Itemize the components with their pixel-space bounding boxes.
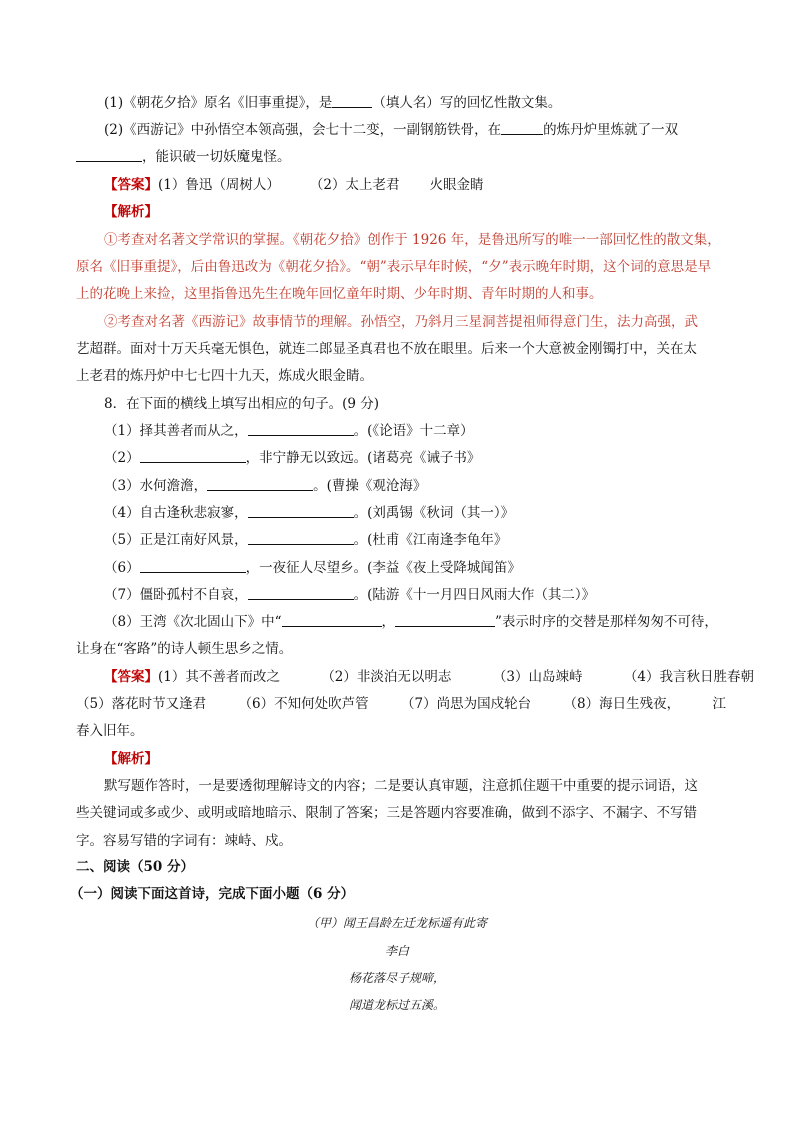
answer-blank bbox=[332, 94, 372, 108]
q8-item-text: （5）正是江南好风景， bbox=[104, 532, 248, 548]
q7-item-1-text-end: （填人名）写的回忆性散文集。 bbox=[372, 95, 562, 111]
q8-item-5 bbox=[104, 531, 754, 549]
q8-item-text: （8）王湾《次北固山下》中“ bbox=[104, 614, 282, 630]
answer-part: （3）山岛竦峙 bbox=[492, 669, 583, 685]
q8-item-1 bbox=[104, 422, 754, 440]
q8-item-source: ，一夜征人尽望乡。(李益《夜上受降城闻笛》 bbox=[245, 560, 521, 576]
q8-item-source: ，非宁静无以致远。(诸葛亮《诫子书》 bbox=[245, 450, 481, 466]
q8-item-7 bbox=[104, 586, 754, 604]
q7-item-2-text: (2)《西游记》中孙悟空本领高强，会七十二变，一副钢筋铁骨，在 bbox=[104, 122, 502, 138]
q7-item-1 bbox=[104, 94, 754, 112]
analysis-line: 上的花晚上来捡，这里指鲁迅先生在晚年回忆童年时期、少年时期、青年时期的人和事。 bbox=[76, 286, 603, 302]
q8-item-text: （6） bbox=[104, 560, 140, 576]
poem-line: 杨花落尽子规啼， bbox=[348, 971, 445, 985]
analysis-line: ②考查对名著《西游记》故事情节的理解。孙悟空，乃斜月三星洞菩提祖师得意门生，法力高强，武 bbox=[104, 314, 698, 330]
q8-item-2 bbox=[104, 449, 754, 467]
answer-part: （6）不知何处吹芦管 bbox=[238, 696, 369, 712]
q8-analysis-tag bbox=[104, 750, 754, 768]
answer-part: （2）太上老君 bbox=[309, 177, 400, 193]
q7-item-2-text-end: 的炼丹炉里炼就了一双 bbox=[543, 122, 679, 138]
q7-answer bbox=[104, 176, 754, 194]
answer-blank bbox=[395, 613, 495, 627]
answer-blank bbox=[76, 148, 142, 162]
answer-part: (1）其不善者而改之 bbox=[158, 669, 280, 685]
q8-item-8 bbox=[104, 613, 754, 631]
q8-item-6 bbox=[104, 559, 754, 577]
answer-blank bbox=[248, 531, 354, 545]
analysis-line: 默写题作答时，一是要透彻理解诗文的内容；二是要认真审题，注意抓住题干中重要的提示词语，这 bbox=[104, 778, 698, 794]
q7-item-2 bbox=[104, 121, 754, 139]
answer-part: （4）我言秋日胜春朝 bbox=[623, 669, 754, 685]
q8-item-text: （3）水何澹澹， bbox=[104, 478, 208, 494]
answer-blank bbox=[140, 559, 246, 573]
analysis-tag: 【解析】 bbox=[104, 204, 158, 220]
q8-item-text: ”表示时序的交替是那样匆匆不可待， bbox=[495, 614, 718, 630]
answer-tag: 【答案】 bbox=[104, 669, 158, 685]
q8-item-source: 。(陆游《十一月四日风雨大作（其二）》 bbox=[353, 587, 596, 603]
q7-item-2-cont bbox=[76, 148, 726, 166]
q8-answer-line-1 bbox=[104, 668, 754, 686]
analysis-line: 原名《旧事重提》，后由鲁迅改为《朝花夕拾》。“朝”表示早年时候，“夕”表示晚年时期，这个词的意思是早 bbox=[76, 259, 712, 275]
q8-item-text: （2） bbox=[104, 450, 140, 466]
answer-blank bbox=[282, 613, 382, 627]
poem-title: （甲）闻王昌龄左迁龙标遥有此寄 bbox=[306, 916, 487, 930]
answer-part: 火眼金睛 bbox=[429, 177, 484, 193]
q7-item-2-text-cont: ，能识破一切妖魔鬼怪。 bbox=[142, 149, 291, 165]
q8-item-text: （1）择其善者而从之， bbox=[104, 423, 248, 439]
answer-blank bbox=[248, 504, 354, 518]
answer-part: 江 bbox=[712, 696, 726, 712]
poem-line: 闻道龙标过五溪。 bbox=[348, 998, 445, 1012]
question-8-title: 8．在下面的横线上填写出相应的句子。(9 分) bbox=[104, 396, 380, 412]
q7-item-1-text: (1)《朝花夕拾》原名《旧事重提》，是 bbox=[104, 95, 333, 111]
answer-blank bbox=[501, 121, 543, 135]
q8-item-3 bbox=[104, 477, 754, 495]
q8-answer-line-2 bbox=[76, 695, 726, 713]
answer-part: （2）非淡泊无以明志 bbox=[321, 669, 452, 685]
answer-part: (1）鲁迅（周树人） bbox=[158, 177, 280, 193]
analysis-line: 些关键词或多或少、或明或暗地暗示、限制了答案；三是答题内容要准确，做到不添字、不漏字、不写错 bbox=[76, 805, 697, 821]
q8-item-source: 。(杜甫《江南逢李龟年》 bbox=[353, 532, 508, 548]
q8-item-8-cont: 让身在“客路”的诗人顿生思乡之情。 bbox=[76, 641, 293, 657]
q8-answer-line-3: 春入旧年。 bbox=[76, 723, 144, 739]
answer-part: （5）落花时节又逢君 bbox=[76, 696, 207, 712]
analysis-line: 字。容易写错的字词有：竦峙、戍。 bbox=[76, 833, 292, 849]
answer-tag: 【答案】 bbox=[104, 177, 158, 193]
subsection-heading: （一）阅读下面这首诗，完成下面小题（6 分） bbox=[70, 886, 355, 902]
poem-author: 李白 bbox=[384, 944, 409, 958]
analysis-line: ①考查对名著文学常识的掌握。《朝花夕拾》创作于 1926 年，是鲁迅所写的唯一一部回忆性的散文集， bbox=[104, 232, 721, 248]
q8-item-text: （7）僵卧孤村不自哀， bbox=[104, 587, 248, 603]
answer-part: （8）海日生残夜， bbox=[563, 696, 681, 712]
q8-item-source: 。(《论语》十二章） bbox=[353, 423, 474, 439]
q8-item-text: ， bbox=[381, 614, 395, 630]
answer-blank bbox=[248, 586, 354, 600]
answer-blank bbox=[207, 477, 313, 491]
answer-part: （7）尚思为国戍轮台 bbox=[401, 696, 532, 712]
analysis-line: 艺超群。面对十万天兵毫无惧色，就连二郎显圣真君也不放在眼里。后来一个大意被金刚镯打中，关在太 bbox=[76, 341, 697, 357]
q8-item-source: 。(曹操《观沧海》 bbox=[313, 478, 427, 494]
section-heading: 二、阅读（50 分） bbox=[76, 859, 194, 875]
analysis-line: 上老君的炼丹炉中七七四十九天，炼成火眼金睛。 bbox=[76, 368, 373, 384]
answer-blank bbox=[140, 449, 246, 463]
q8-item-4 bbox=[104, 504, 754, 522]
q8-item-source: 。(刘禹锡《秋词（其一）》 bbox=[353, 505, 515, 521]
answer-blank bbox=[248, 422, 354, 436]
analysis-tag: 【解析】 bbox=[104, 751, 158, 767]
q7-analysis-tag bbox=[104, 203, 754, 221]
q8-item-text: （4）自古逢秋悲寂寥， bbox=[104, 505, 248, 521]
